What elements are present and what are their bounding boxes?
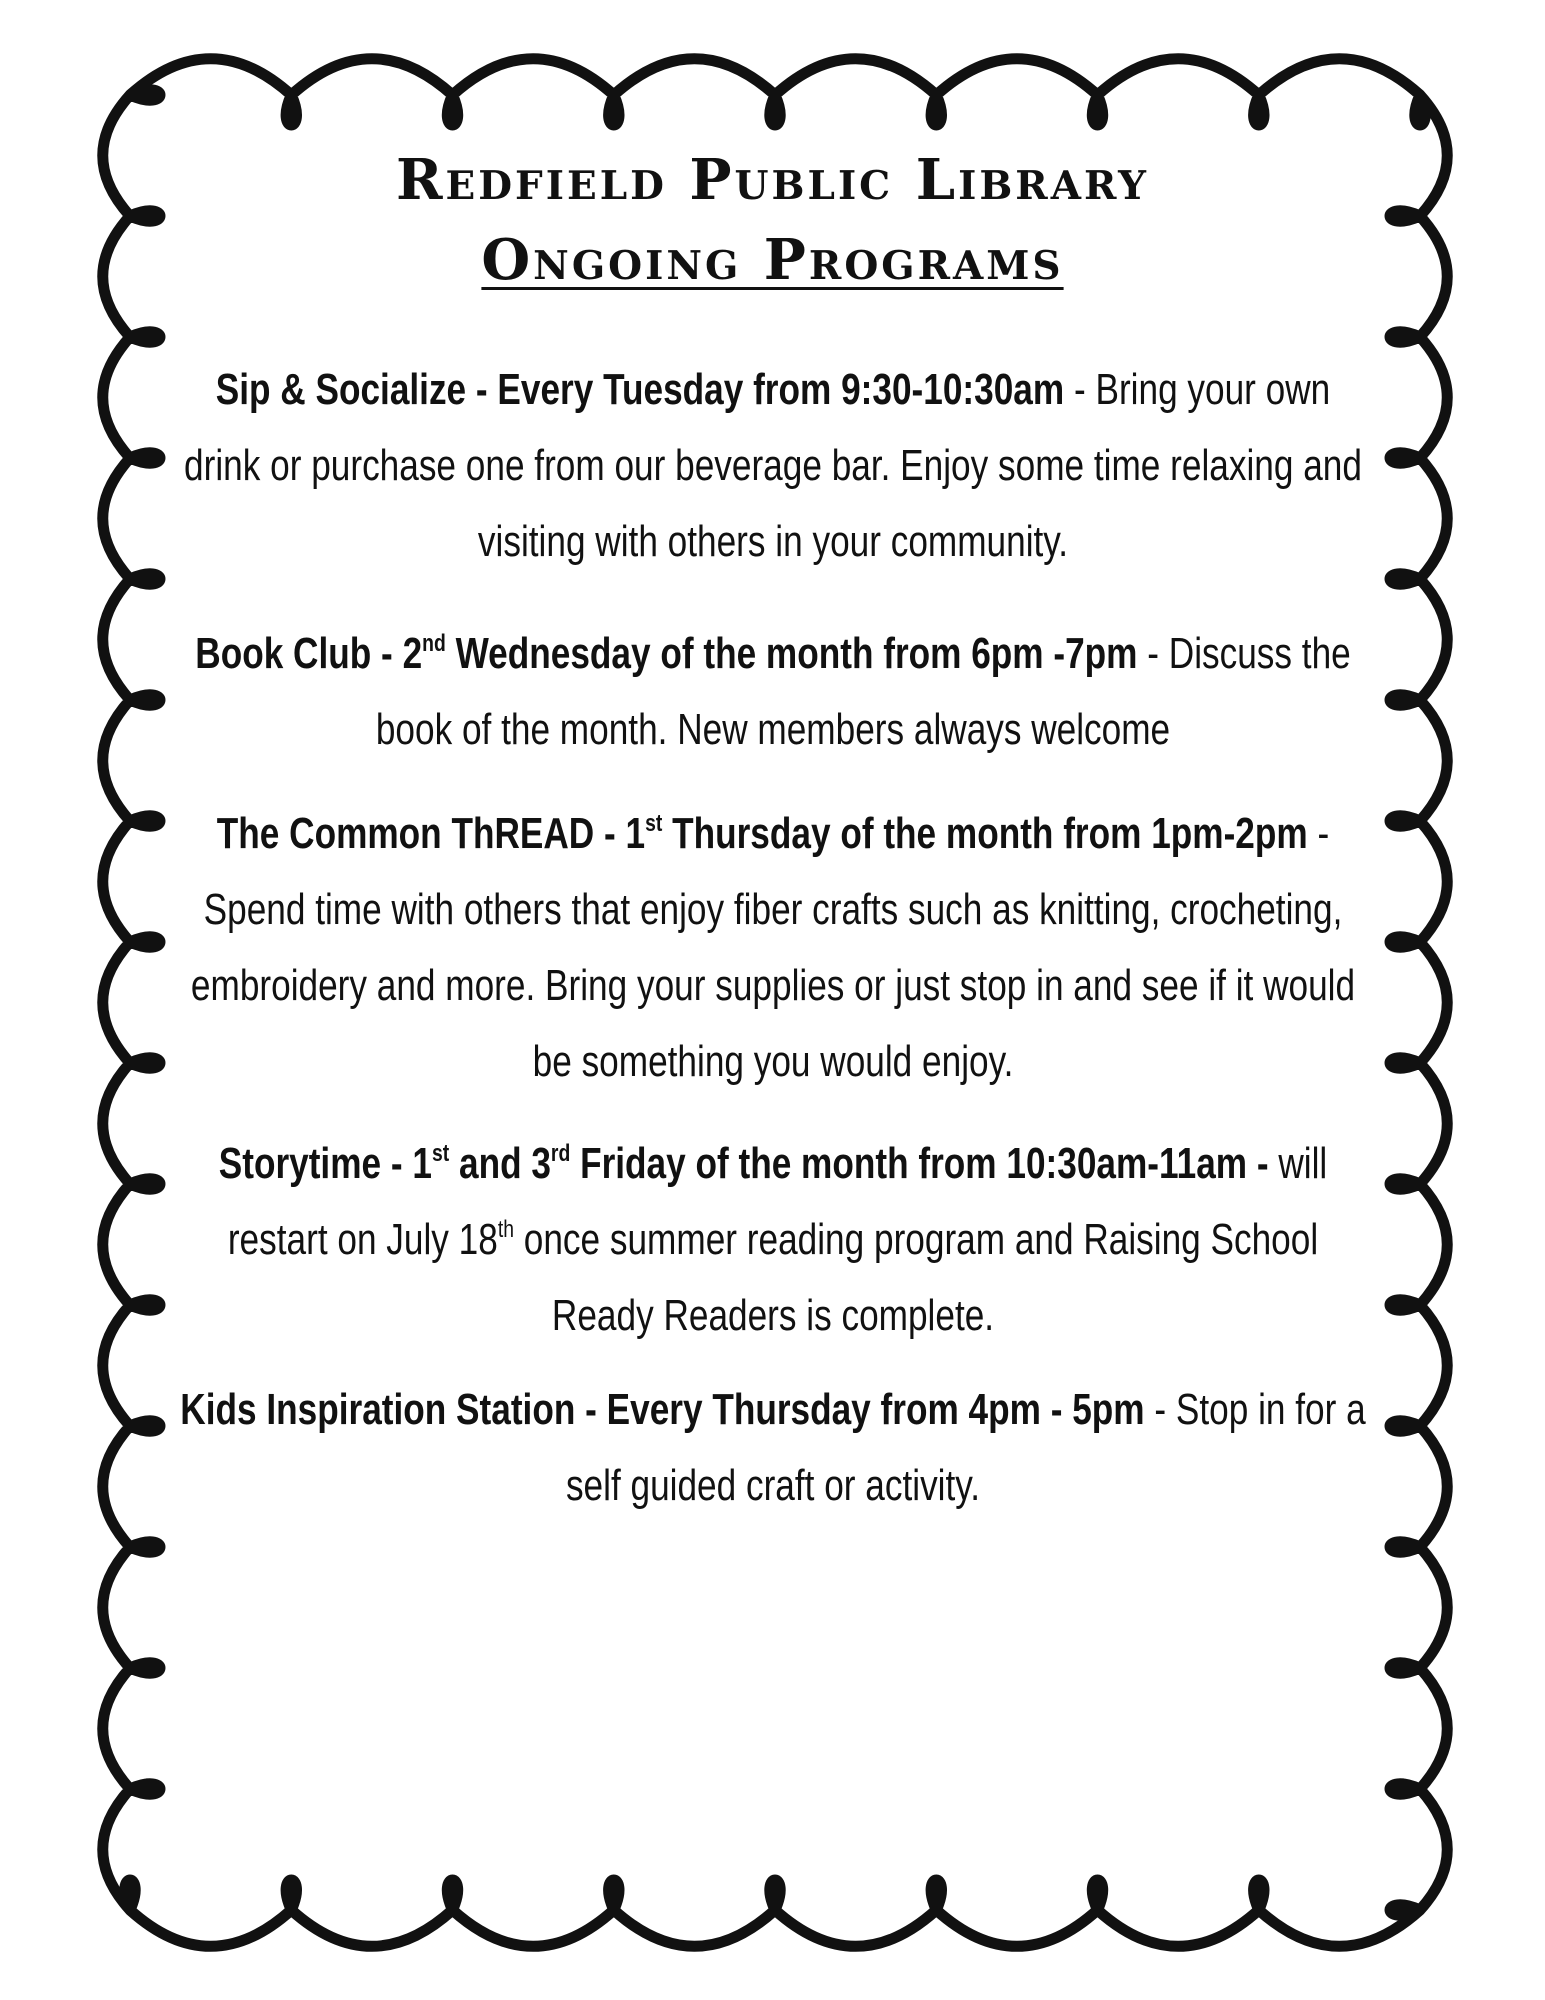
program-description: Bring your own drink or purchase one from our beverage bar. Enjoy some time relaxing and visiting with others in your community. [184,365,1362,566]
program-sip-socialize [177,352,1369,580]
program-common-thread [177,796,1369,1100]
page-title: Ongoing Programs [481,227,1064,293]
separator: - [1147,629,1159,678]
program-description: Discuss the book of the month. New members always welcome [375,629,1351,754]
library-name: Redfield Public Library [395,147,1150,213]
program-schedule: Every Thursday from 4pm - 5pm [606,1385,1145,1434]
program-description: Stop in for a self guided craft or activity. [565,1385,1366,1510]
program-book-club [177,616,1369,768]
program-schedule: Every Tuesday from 9:30-10:30am [497,365,1065,414]
program-description: Spend time with others that enjoy fiber crafts such as knitting, crocheting, embroidery and more. Bring your supplies or just stop in and see if it would be something you would enjoy. [190,885,1356,1086]
program-name: Sip & Socialize [215,365,467,414]
separator: - [1073,365,1086,414]
separator: - [381,629,393,678]
separator: - [1154,1385,1167,1434]
program-kids-inspiration-station [177,1372,1369,1524]
program-schedule: 1st and 3rd Friday of the month from 10:30am-11am [412,1139,1248,1188]
program-description: will restart on July 18th once summer reading program and Raising School Ready Readers is complete. [227,1139,1328,1340]
program-name: Book Club [195,629,372,678]
program-name: The Common ThREAD [216,809,595,858]
separator: - [604,809,616,858]
program-name: Kids Inspiration Station [180,1385,576,1434]
separator: - [585,1385,597,1434]
program-schedule: 1st Thursday of the month from 1pm-2pm [625,809,1308,858]
separator: - [1256,1139,1269,1188]
separator: - [1317,809,1330,858]
flyer-content [175,140,1370,1524]
program-storytime [177,1126,1369,1354]
separator: - [390,1139,403,1188]
program-name: Storytime [218,1139,382,1188]
program-schedule: 2nd Wednesday of the month from 6pm -7pm [402,629,1138,678]
separator: - [475,365,488,414]
